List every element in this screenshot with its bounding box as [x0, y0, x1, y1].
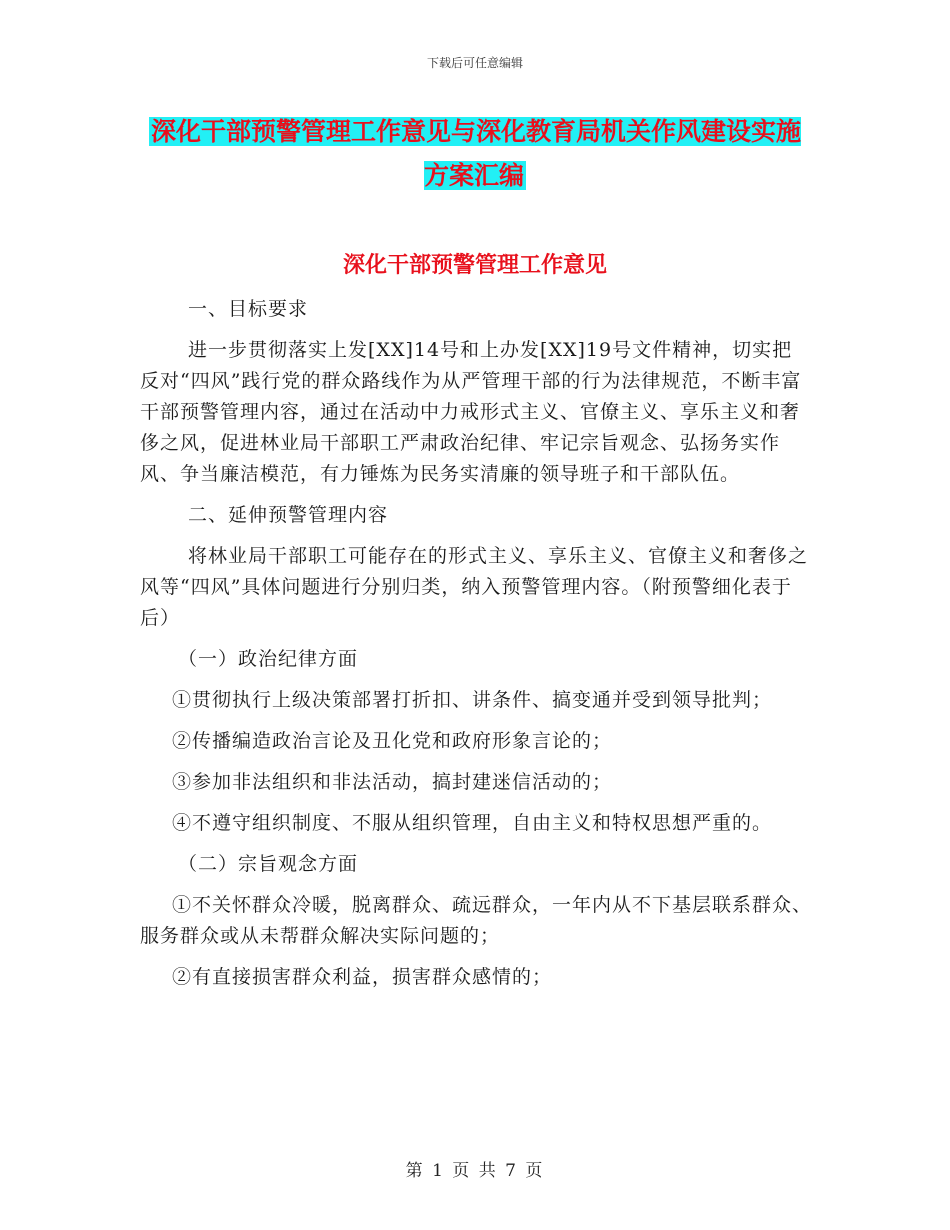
document-title [140, 110, 810, 198]
page-footer: 第 1 页 共 7 页 [405, 1161, 545, 1181]
paragraph-goals: 进一步贯彻落实上发[XX]14号和上办发[XX]19号文件精神，切实把反对“四风”践行党的群众路线作为从严管理干部的行为法律规范，不断丰富干部预警管理内容，通过在活动中力戒形式主义、官僚主义、享乐主义和奢侈之风，促进林业局干部职工严肃政治纪律、牢记宗旨观念、弘扬务实作风、争当廉洁模范，有力锤炼为民务实清廉的领导班子和干部队伍。 [140, 339, 802, 485]
heading-goals: 一、目标要求 [188, 298, 309, 320]
document-body [140, 294, 812, 993]
paragraph-content: 将林业局干部职工可能存在的形式主义、享乐主义、官僚主义和奢侈之风等“四风”具体问题进行分别归类，纳入预警管理内容。（附预警细化表于后） [140, 545, 809, 629]
list-item: ①不关怀群众冷暖，脱离群众、疏远群众，一年内从不下基层联系群众、服务群众或从未帮群众解决实际问题的； [140, 894, 813, 947]
header-note: 下载后可任意编辑 [426, 56, 523, 70]
section-title: 深化干部预警管理工作意见 [342, 252, 607, 278]
subheading-purpose: （二）宗旨观念方面 [178, 853, 359, 875]
subheading-political: （一）政治纪律方面 [178, 648, 359, 670]
list-item: ②传播编造政治言论及丑化党和政府形象言论的； [172, 730, 613, 752]
list-item: ④不遵守组织制度、不服从组织管理，自由主义和特权思想严重的。 [172, 812, 773, 834]
document-title-text: 深化干部预警管理工作意见与深化教育局机关作风建设实施方案汇编 [150, 117, 801, 190]
list-item: ③参加非法组织和非法活动，搞封建迷信活动的； [172, 771, 613, 793]
list-item: ①贯彻执行上级决策部署打折扣、讲条件、搞变通并受到领导批判； [172, 689, 773, 711]
heading-content: 二、延伸预警管理内容 [188, 504, 389, 526]
list-item: ②有直接损害群众利益，损害群众感情的； [172, 966, 553, 988]
